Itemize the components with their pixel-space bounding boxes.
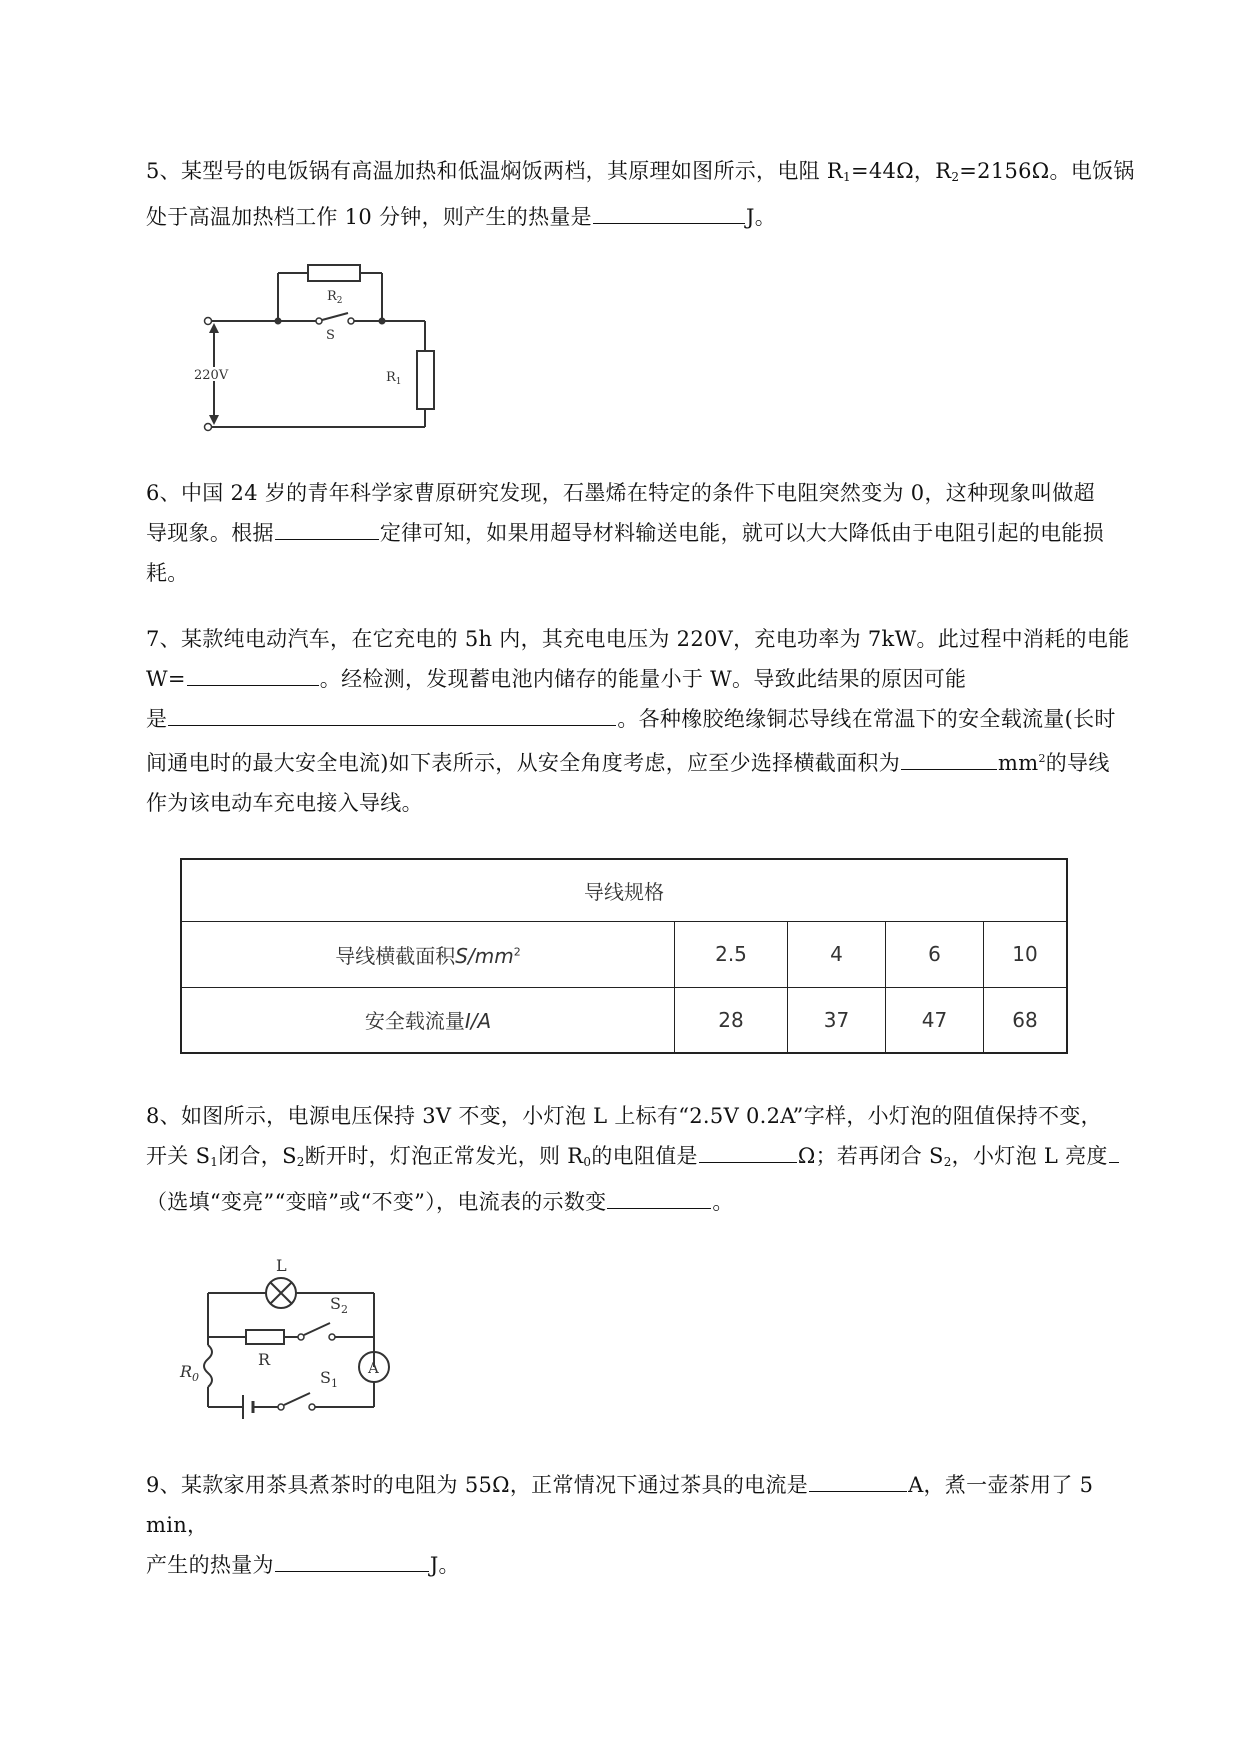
table-title: 导线规格 <box>181 859 1067 921</box>
q5-line-2: 处于高温加热档工作 10 分钟，则产生的热量是 J。 <box>146 197 1149 237</box>
answer-blank[interactable] <box>901 745 997 770</box>
arrow-up-icon <box>209 323 219 333</box>
answer-blank[interactable] <box>593 199 745 224</box>
q8-line-2: 开关 $S_1$闭合，$S_2$断开时，灯泡正常发光，则 $R_0$的电阻值是 Ω；若再闭合 $S_2$，小灯泡 L 亮度 <box>146 1136 1149 1182</box>
question-9 <box>146 1465 1149 1585</box>
s1-label: $S_1$ <box>320 1368 338 1390</box>
q7-line-5: 作为该电动车充电接入导线。 <box>146 791 423 815</box>
q6-line-3: 耗。 <box>146 561 189 585</box>
wire-spec-table <box>180 858 1068 1054</box>
lamp-label: L <box>276 1256 287 1275</box>
arrow-down-icon <box>209 415 219 425</box>
row-label-area: 导线横截面积$S/mm^2$ <box>181 921 675 987</box>
terminal-top <box>205 318 212 325</box>
q7-line-1: 7、某款纯电动汽车，在它充电的 5h 内，其充电电压为 220V，充电功率为 7kW。此过程中消耗的电能 <box>146 627 1130 651</box>
answer-blank[interactable] <box>168 701 616 726</box>
table-row <box>181 921 1067 987</box>
table-cell: 2.5 <box>675 921 788 987</box>
answer-blank[interactable] <box>1109 1138 1119 1163</box>
row-label-current: 安全载流量I/A <box>181 987 675 1053</box>
table-cell: 47 <box>886 987 984 1053</box>
r0-label: $R_0$ <box>180 1362 200 1384</box>
q8-line-3: （选填“变亮”“变暗”或“不变”），电流表的示数变 。 <box>146 1182 1149 1222</box>
lamp-circuit-diagram <box>178 1255 408 1425</box>
answer-blank[interactable] <box>275 1547 429 1572</box>
s2-label: $S_2$ <box>330 1294 348 1316</box>
table-cell: 28 <box>675 987 788 1053</box>
q7-line-2: W= 。经检测，发现蓄电池内储存的能量小于 W。导致此结果的原因可能 <box>146 659 1149 699</box>
question-6 <box>146 473 1149 593</box>
q6-line-2: 导现象。根据 定律可知，如果用超导材料输送电能，就可以大大降低由于电阻引起的电能损 <box>146 513 1149 553</box>
answer-blank[interactable] <box>187 661 319 686</box>
q9-line-2: 产生的热量为 J。 <box>146 1545 1149 1585</box>
switch-contact <box>348 318 354 324</box>
switch-contact <box>316 318 322 324</box>
switch-s2 <box>304 1323 330 1335</box>
table-header-row <box>181 859 1067 921</box>
q7-line-3: 是 。各种橡胶绝缘铜芯导线在常温下的安全载流量(长时 <box>146 699 1149 739</box>
resistor-r0 <box>204 1345 212 1387</box>
ammeter-label: A <box>368 1359 379 1377</box>
resistor-r2 <box>308 265 360 281</box>
switch-s1 <box>284 1393 310 1405</box>
r-label: R <box>258 1350 271 1369</box>
switch-contact <box>278 1404 284 1410</box>
answer-blank[interactable] <box>809 1467 907 1492</box>
table-cell: 37 <box>788 987 886 1053</box>
table-row <box>181 987 1067 1053</box>
resistor-r <box>246 1330 284 1344</box>
switch-contact <box>298 1334 304 1340</box>
table-cell: 4 <box>788 921 886 987</box>
q5-line-1: 5、某型号的电饭锅有高温加热和低温焖饭两档，其原理如图所示，电阻 $R_1=44\Omega$，$R_2=2156\Omega$。电饭锅 <box>146 159 1135 184</box>
q6-line-1: 6、中国 24 岁的青年科学家曹原研究发现，石墨烯在特定的条件下电阻突然变为 0，这种现象叫做超 <box>146 481 1095 505</box>
q7-line-4: 间通电时的最大安全电流)如下表所示，从安全角度考虑，应至少选择横截面积为 $mm^2$的导线 <box>146 739 1149 783</box>
r1-label: $R_1$ <box>386 370 402 387</box>
table-cell: 10 <box>984 921 1068 987</box>
rice-cooker-circuit-diagram <box>190 255 450 440</box>
terminal-bottom <box>205 424 212 431</box>
answer-blank[interactable] <box>607 1184 711 1209</box>
table-cell: 68 <box>984 987 1068 1053</box>
switch-contact <box>329 1334 335 1340</box>
question-7 <box>146 619 1149 823</box>
q8-line-1: 8、如图所示，电源电压保持 3V 不变，小灯泡 L 上标有“2.5V 0.2A”字样，小灯泡的阻值保持不变， <box>146 1104 1102 1128</box>
answer-blank[interactable] <box>275 515 379 540</box>
table-cell: 6 <box>886 921 984 987</box>
switch-contact <box>309 1404 315 1410</box>
voltage-label: 220V <box>194 368 229 383</box>
answer-blank[interactable] <box>699 1138 797 1163</box>
switch-s <box>322 313 348 320</box>
question-5 <box>146 151 1149 237</box>
question-8 <box>146 1096 1149 1222</box>
switch-label: S <box>326 328 335 343</box>
r2-label: $R_2$ <box>327 289 343 306</box>
resistor-r1 <box>417 351 434 409</box>
q9-line-1: 9、某款家用茶具煮茶时的电阻为 55Ω，正常情况下通过茶具的电流是 A，煮一壶茶用了 5 min， <box>146 1465 1149 1545</box>
